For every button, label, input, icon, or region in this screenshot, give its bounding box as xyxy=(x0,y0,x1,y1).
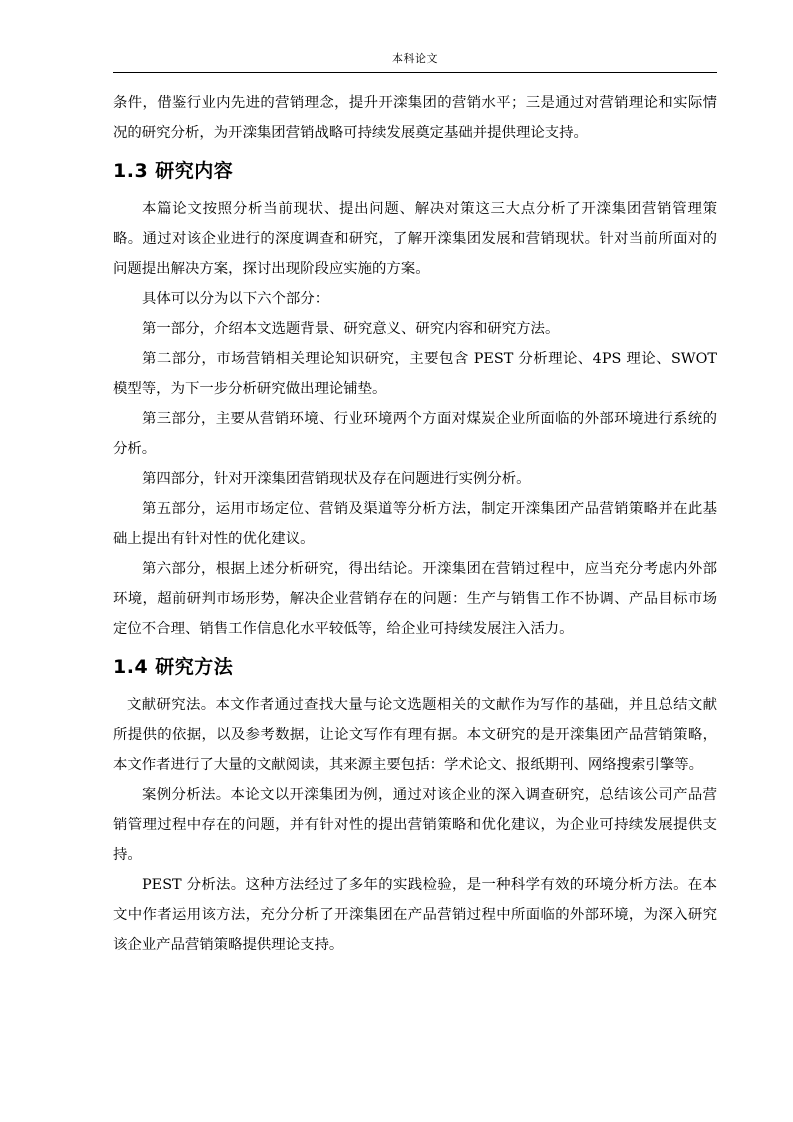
paragraph: 第六部分，根据上述分析研究，得出结论。开滦集团在营销过程中，应当充分考虑内外部环境，超前研判市场形势，解决企业营销存在的问题：生产与销售工作不协调、产品目标市场定位不合理、销售工作信息化水平较低等，给企业可持续发展注入活力。 xyxy=(113,561,717,637)
running-header: 本科论文 xyxy=(392,52,438,65)
paragraph: 具体可以分为以下六个部分： xyxy=(142,291,330,307)
paragraph: 本篇论文按照分析当前现状、提出问题、解决对策这三大点分析了开滦集团营销管理策略。通过对该企业进行的深度调查和研究，了解开滦集团发展和营销现状。针对当前所面对的问题提出解决方案，探讨出现阶段应实施的方案。 xyxy=(113,201,717,277)
paragraph: 第五部分，运用市场定位、营销及渠道等分析方法，制定开滦集团产品营销策略并在此基础上提出有针对性的优化建议。 xyxy=(113,501,717,547)
section-heading-1-3: 1.3 研究内容 xyxy=(113,160,234,182)
paragraph: 第二部分，市场营销相关理论知识研究，主要包含 PEST 分析理论、4PS 理论、SWOT 模型等，为下一步分析研究做出理论铺垫。 xyxy=(113,351,717,397)
intro-paragraph: 条件，借鉴行业内先进的营销理念，提升开滦集团的营销水平；三是通过对营销理论和实际情况的研究分析，为开滦集团营销战略可持续发展奠定基础并提供理论支持。 xyxy=(113,95,717,141)
paragraph: 文献研究法。本文作者通过查找大量与论文选题相关的文献作为写作的基础，并且总结文献所提供的依据，以及参考数据，让论文写作有理有据。本文研究的是开滦集团产品营销策略，本文作者进行了大量的文献阅读，其来源主要包括：学术论文、报纸期刊、网络搜索引擎等。 xyxy=(113,697,717,773)
paragraph: 案例分析法。本论文以开滦集团为例，通过对该企业的深入调查研究，总结该公司产品营销管理过程中存在的问题，并有针对性的提出营销策略和优化建议，为企业可持续发展提供支持。 xyxy=(113,787,717,863)
section-heading-1-4: 1.4 研究方法 xyxy=(113,656,234,678)
paragraph: 第一部分，介绍本文选题背景、研究意义、研究内容和研究方法。 xyxy=(142,321,560,337)
paragraph: 第三部分，主要从营销环境、行业环境两个方面对煤炭企业所面临的外部环境进行系统的分析。 xyxy=(113,411,717,457)
paragraph: PEST 分析法。这种方法经过了多年的实践检验，是一种科学有效的环境分析方法。在本文中作者运用该方法，充分分析了开滦集团在产品营销过程中所面临的外部环境，为深入研究该企业产品营销策略提供理论支持。 xyxy=(113,877,717,953)
paragraph: 第四部分，针对开滦集团营销现状及存在问题进行实例分析。 xyxy=(142,471,531,487)
header-rule xyxy=(113,72,717,73)
page-body xyxy=(113,88,717,960)
